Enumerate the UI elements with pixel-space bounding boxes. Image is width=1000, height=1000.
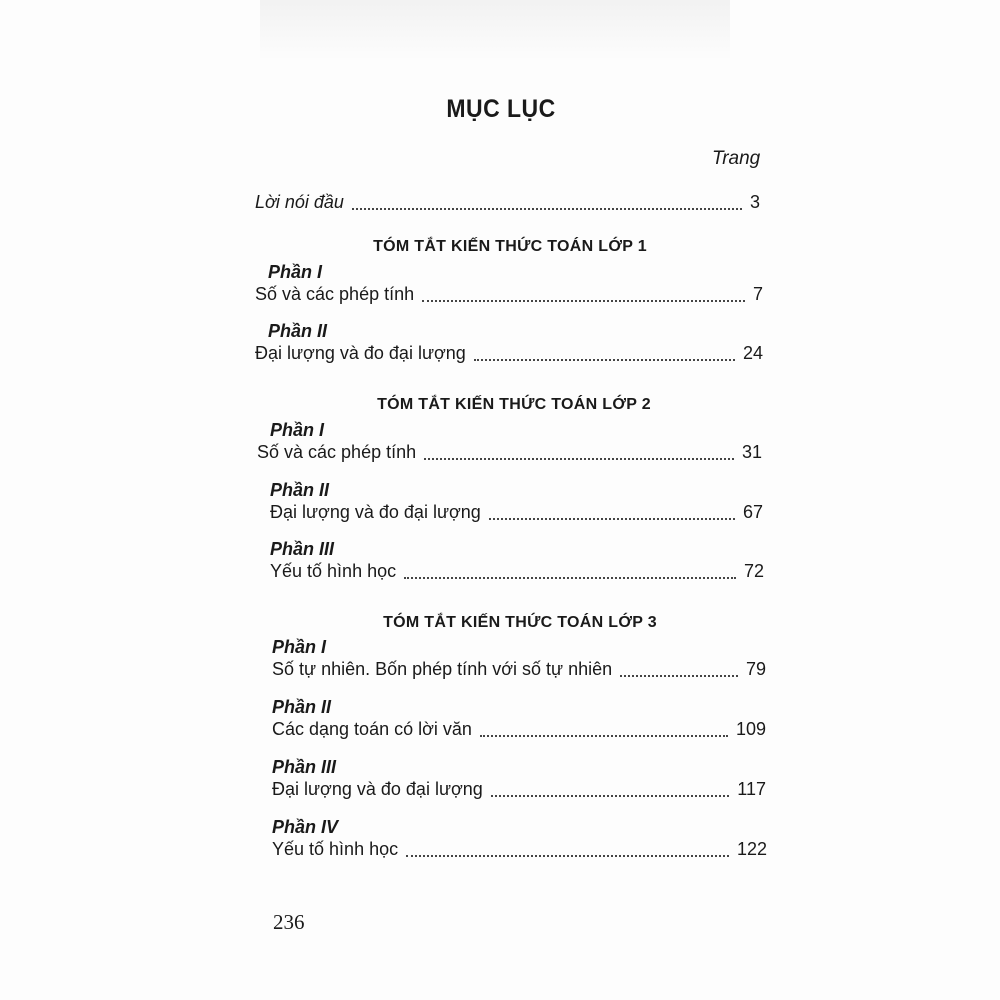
part-label: Phần II — [270, 480, 330, 500]
page-title: MỤC LỤC — [446, 95, 556, 123]
toc-entry-page: 79 — [745, 659, 766, 679]
toc-entry-label: Lời nói đầu — [255, 192, 344, 212]
scan-shadow — [260, 0, 730, 60]
toc-entry-page: 3 — [749, 192, 760, 212]
part-label: Phần II — [272, 697, 332, 717]
part-label: Phần III — [272, 757, 337, 777]
section-heading-grade-1: TÓM TẮT KIẾN THỨC TOÁN LỚP 1 — [373, 238, 647, 255]
toc-entry[interactable] — [257, 442, 762, 466]
toc-entry[interactable] — [272, 659, 766, 683]
toc-entry-page: 31 — [741, 442, 762, 462]
leader-dots — [424, 444, 734, 460]
toc-entry-label: Số và các phép tính — [257, 442, 417, 462]
toc-entry-label: Số tự nhiên. Bốn phép tính với số tự nhiên — [272, 659, 613, 679]
toc-entry-page: 122 — [736, 839, 767, 859]
toc-entry-label: Đại lượng và đo đại lượng — [272, 779, 483, 799]
part-label: Phần IV — [272, 817, 339, 837]
section-heading-grade-3: TÓM TẮT KIẾN THỨC TOÁN LỚP 3 — [383, 614, 657, 631]
part-label: Phần I — [272, 637, 327, 657]
toc-entry[interactable] — [272, 779, 766, 803]
toc-entry-label: Số và các phép tính — [255, 284, 415, 304]
toc-entry-page: 7 — [752, 284, 763, 304]
part-label: Phần I — [268, 262, 323, 282]
leader-dots — [474, 345, 735, 361]
toc-entry[interactable] — [255, 343, 763, 367]
toc-entry-label: Yếu tố hình học — [270, 561, 397, 581]
leader-dots — [480, 721, 728, 737]
leader-dots — [489, 504, 735, 520]
toc-entry-page: 117 — [737, 779, 766, 799]
leader-dots — [620, 661, 738, 677]
page-column-header: Trang — [712, 148, 761, 169]
toc-entry[interactable] — [270, 561, 764, 585]
toc-entry-label: Các dạng toán có lời văn — [272, 719, 472, 739]
toc-entry-page: 67 — [742, 502, 763, 522]
leader-dots — [491, 781, 729, 797]
toc-entry[interactable] — [270, 502, 763, 526]
toc-entry[interactable] — [255, 284, 763, 308]
part-label: Phần II — [268, 321, 328, 341]
toc-entry-page: 72 — [743, 561, 764, 581]
toc-entry[interactable] — [272, 839, 767, 863]
toc-entry-page: 109 — [735, 719, 766, 739]
part-label: Phần III — [270, 539, 335, 559]
section-heading-grade-2: TÓM TẮT KIẾN THỨC TOÁN LỚP 2 — [377, 396, 651, 413]
toc-entry-preface[interactable] — [255, 192, 760, 216]
toc-entry[interactable] — [272, 719, 766, 743]
toc-entry-page: 24 — [742, 343, 763, 363]
toc-entry-label: Đại lượng và đo đại lượng — [270, 502, 481, 522]
leader-dots — [404, 563, 736, 579]
page-number: 236 — [273, 910, 305, 934]
leader-dots — [406, 841, 729, 857]
toc-entry-label: Đại lượng và đo đại lượng — [255, 343, 466, 363]
leader-dots — [422, 286, 745, 302]
part-label: Phần I — [270, 420, 325, 440]
leader-dots — [352, 194, 742, 210]
toc-entry-label: Yếu tố hình học — [272, 839, 399, 859]
